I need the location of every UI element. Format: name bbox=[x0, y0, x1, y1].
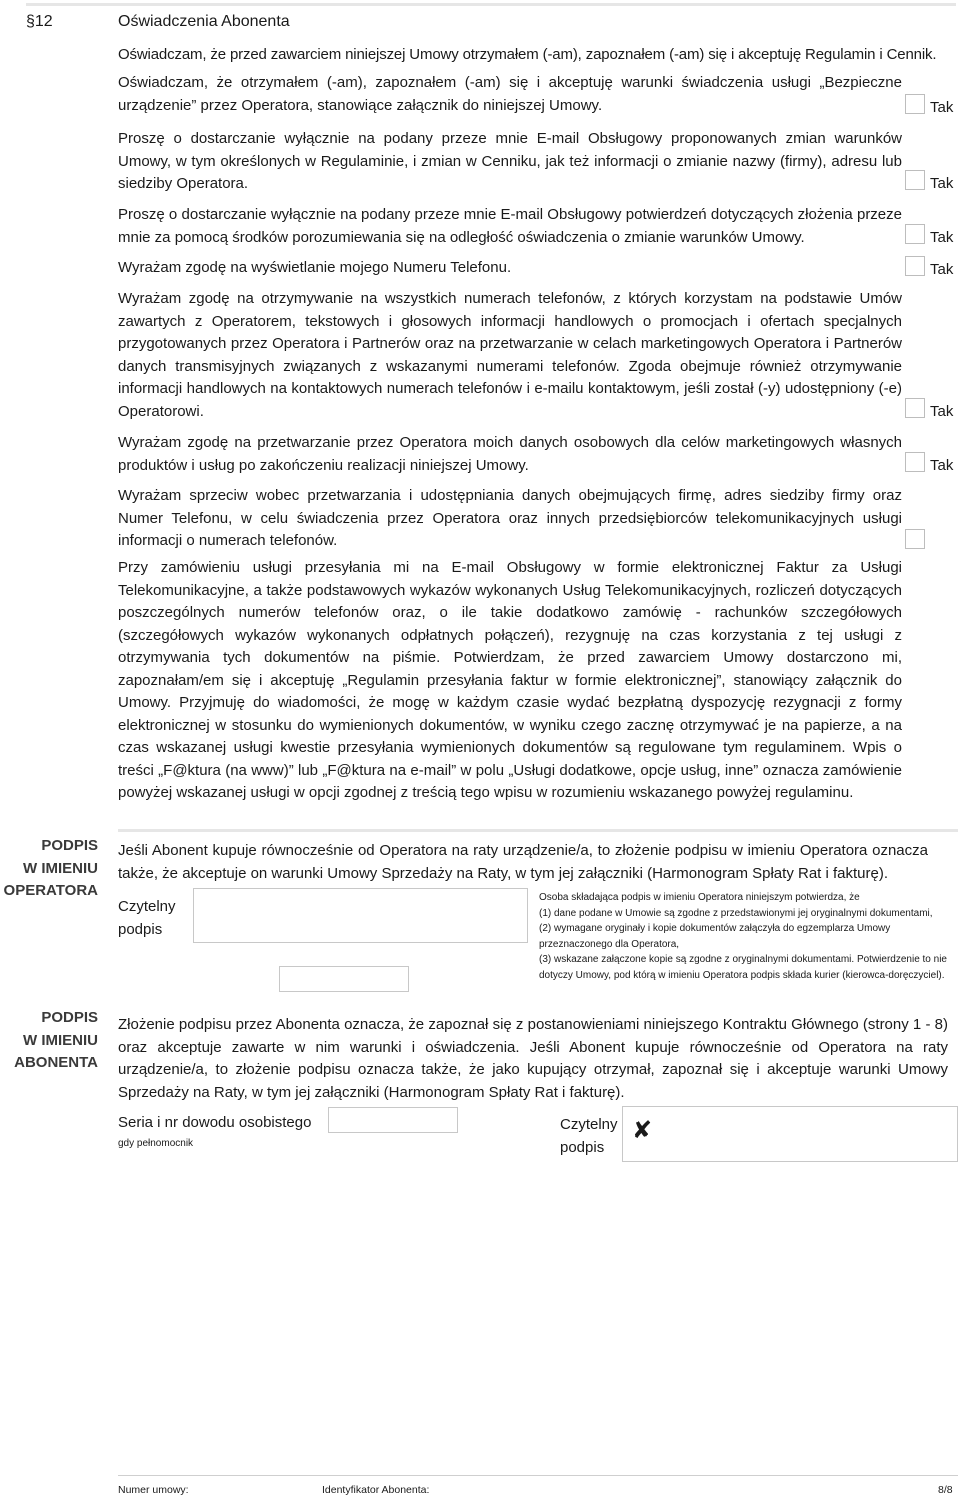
note-line: (1) dane podane w Umowie są zgodne z przedstawionymi jej oryginalnymi dokumentami, bbox=[539, 907, 933, 919]
note-line: Osoba składająca podpis w imieniu Operatora niniejszym potwierdza, że bbox=[539, 892, 860, 903]
checkbox-marketing-info-label: Tak bbox=[930, 403, 954, 420]
signature-mark-icon: ✘ bbox=[632, 1117, 653, 1144]
subscriber-id-label: Identyfikator Abonenta: bbox=[322, 1484, 430, 1496]
declaration-electronic-invoice: Przy zamówieniu usługi przesyłania mi na E-mail Obsługowy w formie elektronicznej Faktur za Usługi Telekomunikacyjne, a także podstawowych wykazów wykonanych Usług Telekomunikacyjnych, rozliczeń dotyczących poszczególnych numerów telefonów oraz, o ile takie dodatkowo zamówię - rachunków szczegółowych (szczegółowych wykazów wykonanych odpłatnych połączeń), rezygnuję na czas korzystania z tej usługi z otrzymywania tych dokumentów na piśmie. Potwierdzam, że przed zawarciem Umowy dostarczono mi, zapoznałam/em się i akceptuję „Regulamin przesyłania faktur w formie elektronicznej”, stanowiący załącznik do Umowy. Przyjmuję do wiadomości, że mogę w każdym czasie wydać bezpłatną dyspozycję rezygnacji z formy elektronicznej w stosunku do wymienionych dokumentów, w wyniku czego zacznę otrzymywać je na papierze, a na czas wskazanej usługi kwestie przesyłania wymienionych dokumentów są regulowane tym regulaminem. Wpis o treści „F@ktura (na www)” lub „F@ktura na e-mail” w polu „Usługi dodatkowe, opcje usług, inne” oznacza zamówienie powyżej wskazanej usługi w opcji zgodnej z treścią tego wpisu w rozumieniu wskazanego powyżej regulaminu. bbox=[118, 559, 902, 801]
top-divider bbox=[26, 3, 956, 6]
note-line: (2) wymagane oryginały i kopie dokumentów załączyła do egzemplarza Umowy przeznaczonego dla Operatora, bbox=[539, 923, 891, 950]
id-document-label: Seria i nr dowodu osobistego bbox=[118, 1114, 312, 1131]
checkbox-email-confirmations[interactable] bbox=[905, 224, 925, 244]
subscriber-signature-box[interactable] bbox=[622, 1106, 958, 1162]
declaration-email-confirmations: Proszę o dostarczanie wyłącznie na podany przeze mnie E-mail Obsługowy potwierdzeń dotyczących złożenia przeze mnie za pomocą środków porozumiewania się na odległość oświadczenia o zmianie warunków Umowy. bbox=[118, 206, 902, 246]
operator-signature-label: Czytelny podpis bbox=[118, 898, 176, 938]
operator-signature-note bbox=[539, 890, 957, 983]
operator-stamp-box[interactable] bbox=[279, 966, 409, 992]
operator-signature-heading: PODPIS W IMIENIU OPERATORA bbox=[3, 837, 98, 899]
id-document-sublabel: gdy pełnomocnik bbox=[118, 1138, 194, 1149]
declaration-directory-objection: Wyrażam sprzeciw wobec przetwarzania i udostępniania danych obejmujących firmę, adres siedziby firmy oraz Numer Telefonu, w celu świadczenia przez Operatora oraz innych przedsiębiorców telekomunikacyjnych usługi informacji o numerach telefonów. bbox=[118, 487, 902, 549]
subscriber-signature-intro: Złożenie podpisu przez Abonenta oznacza, że zapoznał się z postanowieniami niniejszego Kontraktu Głównego (strony 1 - 8) oraz akceptuje zawarte w nim warunki i oświadczenia. Jeśli Abonent kupuje równocześnie od Operatora na raty urządzenie/a, to złożenie podpisu oznacza także, że jako kupujący otrzymał, zapoznał się i akceptuje warunki Umowy Sprzedaży na Raty, w tym jej załączniki (Harmonogram Spłaty Rat i fakturę). bbox=[118, 1016, 948, 1101]
checkbox-secure-device[interactable] bbox=[905, 94, 925, 114]
checkbox-marketing-after-contract-label: Tak bbox=[930, 457, 954, 474]
subscriber-signature-label: Czytelny podpis bbox=[560, 1116, 618, 1156]
section-title: Oświadczenia Abonenta bbox=[118, 13, 290, 30]
contract-number-label: Numer umowy: bbox=[118, 1484, 189, 1496]
page-number: 8/8 bbox=[938, 1484, 953, 1496]
checkbox-number-display-label: Tak bbox=[930, 261, 954, 278]
footer-divider bbox=[118, 1475, 958, 1476]
checkbox-directory-objection[interactable] bbox=[905, 529, 925, 549]
checkbox-marketing-after-contract[interactable] bbox=[905, 452, 925, 472]
operator-signature-intro: Jeśli Abonent kupuje równocześnie od Operatora na raty urządzenie/a, to złożenie podpisu w imieniu Operatora oznacza także, że akceptuje on warunki Umowy Sprzedaży na Raty, w tym jej załączniki (Harmonogram Spłaty Rat i fakturę). bbox=[118, 842, 928, 882]
declaration-marketing-info: Wyrażam zgodę na otrzymywanie na wszystkich numerach telefonów, z których korzystam na podstawie Umów zawartych z Operatorem, tekstowych i głosowych informacji handlowych o promocjach i ofertach specjalnych przygotowanych przez Operatora i Partnerów oraz na przetwarzanie w celach marketingowych Operatora i Partnerów danych transmisyjnych związanych z wskazanymi numerami telefonów. Zgoda obejmuje również otrzymywanie informacji handlowych na kontaktowych numerach telefonów i e-mailu kontaktowym, jeśli został (-y) udostępniony (-e) Operatorowi. bbox=[118, 290, 902, 420]
declaration-regulations: Oświadczam, że przed zawarciem niniejszej Umowy otrzymałem (-am), zapoznałem (-am) się i akceptuję Regulamin i Cennik. bbox=[118, 46, 937, 63]
declaration-email-changes: Proszę o dostarczanie wyłącznie na podany przeze mnie E-mail Obsługowy proponowanych zmian warunków Umowy, w tym określonych w Regulaminie, i zmian w Cenniku, jak też informacji o zmianie nazwy (firmy), adresu lub siedziby Operatora. bbox=[118, 130, 902, 192]
checkbox-secure-device-label: Tak bbox=[930, 99, 954, 116]
id-document-field[interactable] bbox=[328, 1107, 458, 1133]
checkbox-email-confirmations-label: Tak bbox=[930, 229, 954, 246]
operator-signature-box[interactable] bbox=[193, 888, 528, 943]
declaration-secure-device: Oświadczam, że otrzymałem (-am), zapoznałem (-am) się i akceptuję warunki świadczenia usługi „Bezpieczne urządzenie” przez Operatora, stanowiące załącznik do niniejszej Umowy. bbox=[118, 74, 902, 114]
checkbox-number-display[interactable] bbox=[905, 256, 925, 276]
checkbox-marketing-info[interactable] bbox=[905, 398, 925, 418]
declaration-number-display: Wyrażam zgodę na wyświetlanie mojego Numeru Telefonu. bbox=[118, 259, 512, 276]
checkbox-email-changes[interactable] bbox=[905, 170, 925, 190]
signature-divider bbox=[118, 829, 958, 832]
subscriber-signature-heading: PODPIS W IMIENIU ABONENTA bbox=[14, 1009, 98, 1071]
declaration-marketing-after-contract: Wyrażam zgodę na przetwarzanie przez Operatora moich danych osobowych dla celów marketingowych własnych produktów i usług po zakończeniu realizacji niniejszej Umowy. bbox=[118, 434, 902, 474]
section-number: §12 bbox=[26, 13, 53, 30]
checkbox-email-changes-label: Tak bbox=[930, 175, 954, 192]
note-line: (3) wskazane załączone kopie są zgodne z oryginalnymi dokumentami. Potwierdzenie to nie dotyczy Umowy, pod którą w imieniu Operatora podpis składa kurier (kierowca-doręczyciel). bbox=[539, 954, 947, 981]
